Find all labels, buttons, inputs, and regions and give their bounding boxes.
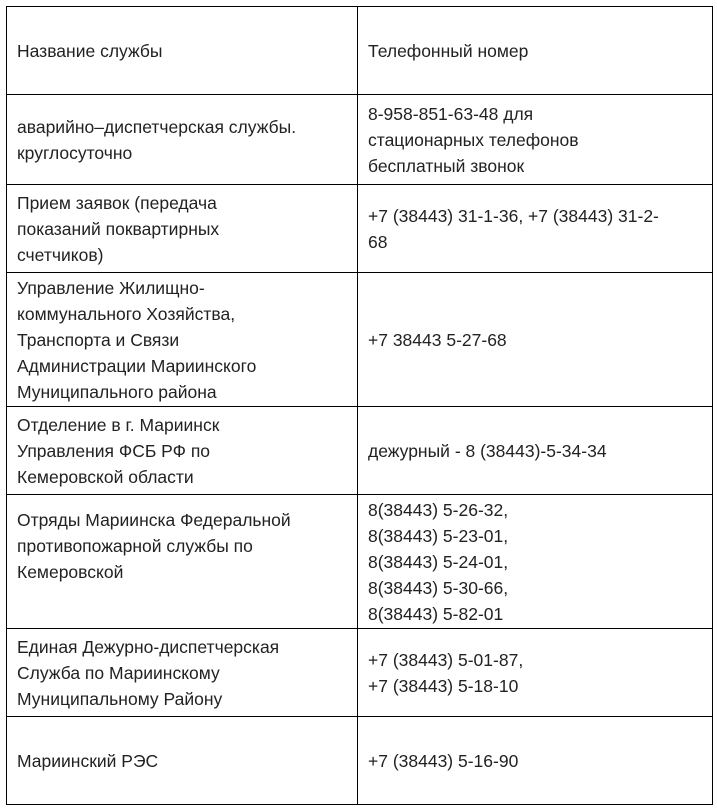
phone-line: +7 (38443) 5-16-90 — [368, 750, 519, 771]
service-name-cell — [7, 273, 358, 407]
service-name-line: аварийно–диспетчерская службы. — [17, 116, 297, 137]
phone-line: 8(38443) 5-82-01 — [368, 603, 504, 624]
phone-line: +7 (38443) 5-01-87, — [368, 649, 524, 670]
table-row — [7, 717, 713, 805]
service-name-line: Управление Жилищно- — [17, 277, 205, 298]
service-name-cell — [7, 407, 358, 495]
phone-cell — [358, 185, 713, 273]
phone-line: +7 (38443) 31-1-36, +7 (38443) 31-2- — [368, 205, 659, 226]
phone-line: 8-958-851-63-48 для — [368, 103, 534, 124]
table-row — [7, 495, 713, 629]
table-row — [7, 407, 713, 495]
phone-line: 8(38443) 5-26-32, — [368, 499, 509, 520]
service-name-line: противопожарной службы по — [17, 536, 253, 556]
phone-line: 8(38443) 5-30-66, — [368, 577, 509, 598]
phone-line: +7 38443 5-27-68 — [368, 329, 507, 350]
table-row — [7, 273, 713, 407]
service-name-line: показаний поквартирных — [17, 218, 220, 239]
service-name-line: Кемеровской области — [17, 466, 194, 487]
table-row — [7, 185, 713, 273]
service-name-line: Отряды Мариинска Федеральной — [17, 510, 291, 530]
phone-cell — [358, 717, 713, 805]
phone-cell — [358, 273, 713, 407]
phone-line: стационарных телефонов — [368, 129, 579, 150]
service-name-cell — [7, 185, 358, 273]
phone-line: дежурный - 8 (38443)-5-34-34 — [368, 440, 607, 461]
service-name-line: Транспорта и Связи — [17, 329, 180, 350]
table-row — [7, 629, 713, 717]
phone-line: 8(38443) 5-23-01, — [368, 525, 509, 546]
service-name-line: круглосуточно — [17, 142, 133, 163]
service-name-line: Единая Дежурно-диспетчерская — [17, 636, 280, 657]
service-name-line: Мариинский РЭС — [17, 750, 159, 771]
table-header-row — [7, 7, 713, 95]
phone-line: +7 (38443) 5-18-10 — [368, 675, 519, 696]
phone-line: 8(38443) 5-24-01, — [368, 551, 509, 572]
header-phone-number: Телефонный номер — [358, 7, 713, 95]
service-name-cell — [7, 95, 358, 185]
service-name-line: Муниципального района — [17, 381, 217, 402]
service-name-line: Отделение в г. Мариинск — [17, 414, 220, 435]
phone-cell — [358, 407, 713, 495]
service-name-line: Кемеровской — [17, 562, 124, 582]
phone-cell — [358, 95, 713, 185]
service-name-line: Прием заявок (передача — [17, 192, 217, 213]
table-row — [7, 95, 713, 185]
phone-cell — [358, 495, 713, 629]
service-name-line: Служба по Мариинскому — [17, 662, 220, 683]
service-name-line: коммунального Хозяйства, — [17, 303, 236, 324]
phone-cell — [358, 629, 713, 717]
emergency-phones-table — [6, 6, 713, 805]
service-name-cell — [7, 495, 358, 629]
phone-line: бесплатный звонок — [368, 155, 525, 176]
service-name-line: Администрации Мариинского — [17, 355, 257, 376]
service-name-line: Управления ФСБ РФ по — [17, 440, 211, 461]
phone-line: 68 — [368, 231, 388, 252]
service-name-line: счетчиков) — [17, 244, 104, 265]
service-name-cell — [7, 717, 358, 805]
service-name-line: Муниципальному Району — [17, 688, 223, 709]
header-service-name: Название службы — [7, 7, 358, 95]
service-name-cell — [7, 629, 358, 717]
